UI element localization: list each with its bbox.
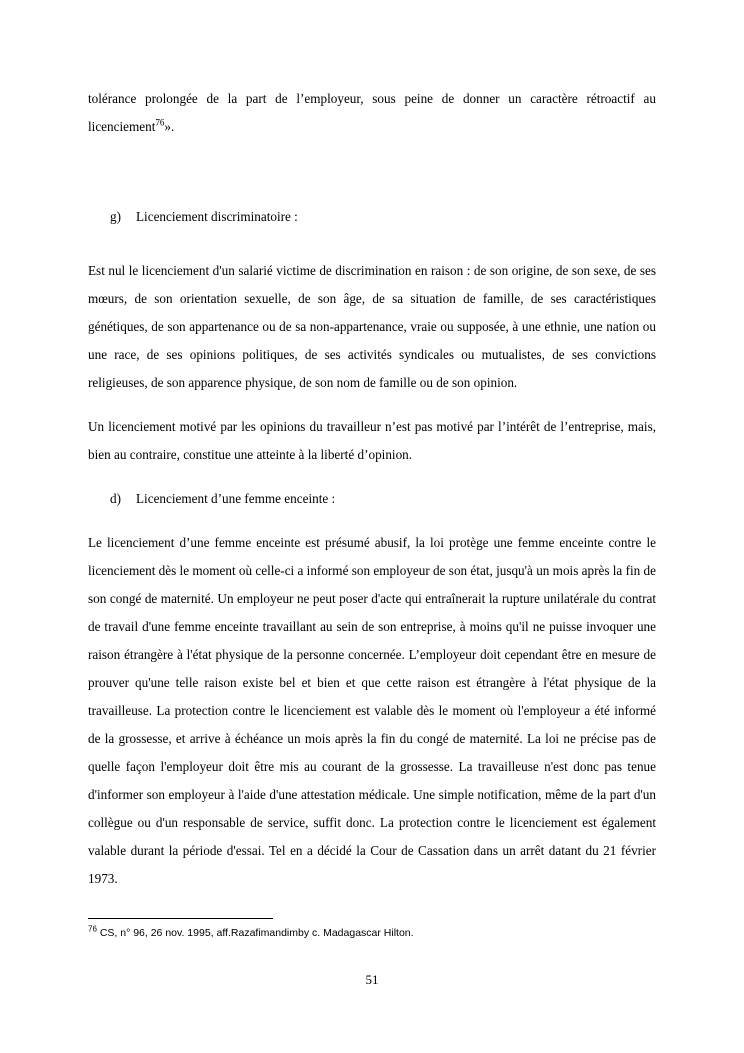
- intro-line-1: tolérance prolongée de la part de l’employeur, sous peine de donner un caractère rétroactif au: [88, 91, 656, 106]
- spacer: [88, 397, 656, 413]
- footnote-separator: [88, 918, 273, 919]
- heading-section-g: [110, 203, 656, 231]
- heading-section-d: [110, 485, 656, 513]
- section-d-title: Licenciement d’une femme enceinte :: [136, 491, 336, 506]
- page-number: 51: [365, 972, 379, 987]
- page-content: [88, 85, 656, 893]
- footnote-area: [88, 918, 656, 940]
- paragraph-femme-enceinte: Le licenciement d’une femme enceinte est présumé abusif, la loi protège une femme enceinte contre le licenciement dès le moment où celle-ci a informé son employeur de son état, jusqu'à un mois après la fin de son congé de maternité. Un employeur ne peut poser d'acte qui entraînerait la rupture unilatérale du contrat de travail d'une femme enceinte travaillant au sein de son entreprise, à moins qu'il ne puisse invoquer une raison étrangère à l'état physique de la personne concernée. L’employeur doit cependant être en mesure de prouver qu'une telle raison existe bel et bien et que cette raison est étrangère à l'état physique de la travailleuse. La protection contre le licenciement est valable dès le moment où l'employeur a été informé de la grossesse, et arrive à échéance un mois après la fin du congé de maternité. La loi ne précise pas de quelle façon l'employeur doit être mis au courant de la grossesse. La travailleuse n'est donc pas tenue d'informer son employeur à l'aide d'une attestation médicale. Une simple notification, même de la part d'un collègue ou d'un responsable de service, suffit donc. La protection contre le licenciement est également valable durant la période d'essai. Tel en a décidé la Cour de Cassation dans un arrêt datant du 21 février 1973.: [88, 535, 656, 886]
- section-g-title: Licenciement discriminatoire :: [136, 209, 298, 224]
- spacer: [88, 231, 656, 257]
- paragraph-intro: [88, 85, 656, 141]
- section-d-marker: d): [110, 491, 121, 506]
- footnote-number: 76: [88, 924, 97, 934]
- footnote-body: CS, n° 96, 26 nov. 1995, aff.Razafimandimby c. Madagascar Hilton.: [99, 927, 414, 939]
- paragraph-discrimination: Est nul le licenciement d'un salarié victime de discrimination en raison : de son origine, de son sexe, de ses mœurs, de son orientation sexuelle, de son âge, de sa situation de famille, de ses caractéristiques génétiques, de son appartenance ou de sa non-appartenance, vraie ou supposée, à une ethnie, une nation ou une race, de ses opinions politiques, de ses activités syndicales ou mutualistes, de ses convictions religieuses, de son apparence physique, de son nom de famille ou de son opinion.: [88, 263, 656, 390]
- spacer: [88, 513, 656, 529]
- intro-line-2-pre: licenciement: [88, 119, 156, 134]
- footnote-entry: [88, 926, 656, 940]
- spacer: [88, 469, 656, 485]
- paragraph-opinion: Un licenciement motivé par les opinions du travailleur n’est pas motivé par l’intérêt de l’entreprise, mais, bien au contraire, constitue une atteinte à la liberté d’opinion.: [88, 419, 656, 462]
- footnote-reference-76: 76: [155, 117, 165, 128]
- intro-line-2-post: ».: [164, 119, 175, 134]
- section-g-marker: g): [110, 209, 121, 224]
- spacer: [88, 141, 656, 203]
